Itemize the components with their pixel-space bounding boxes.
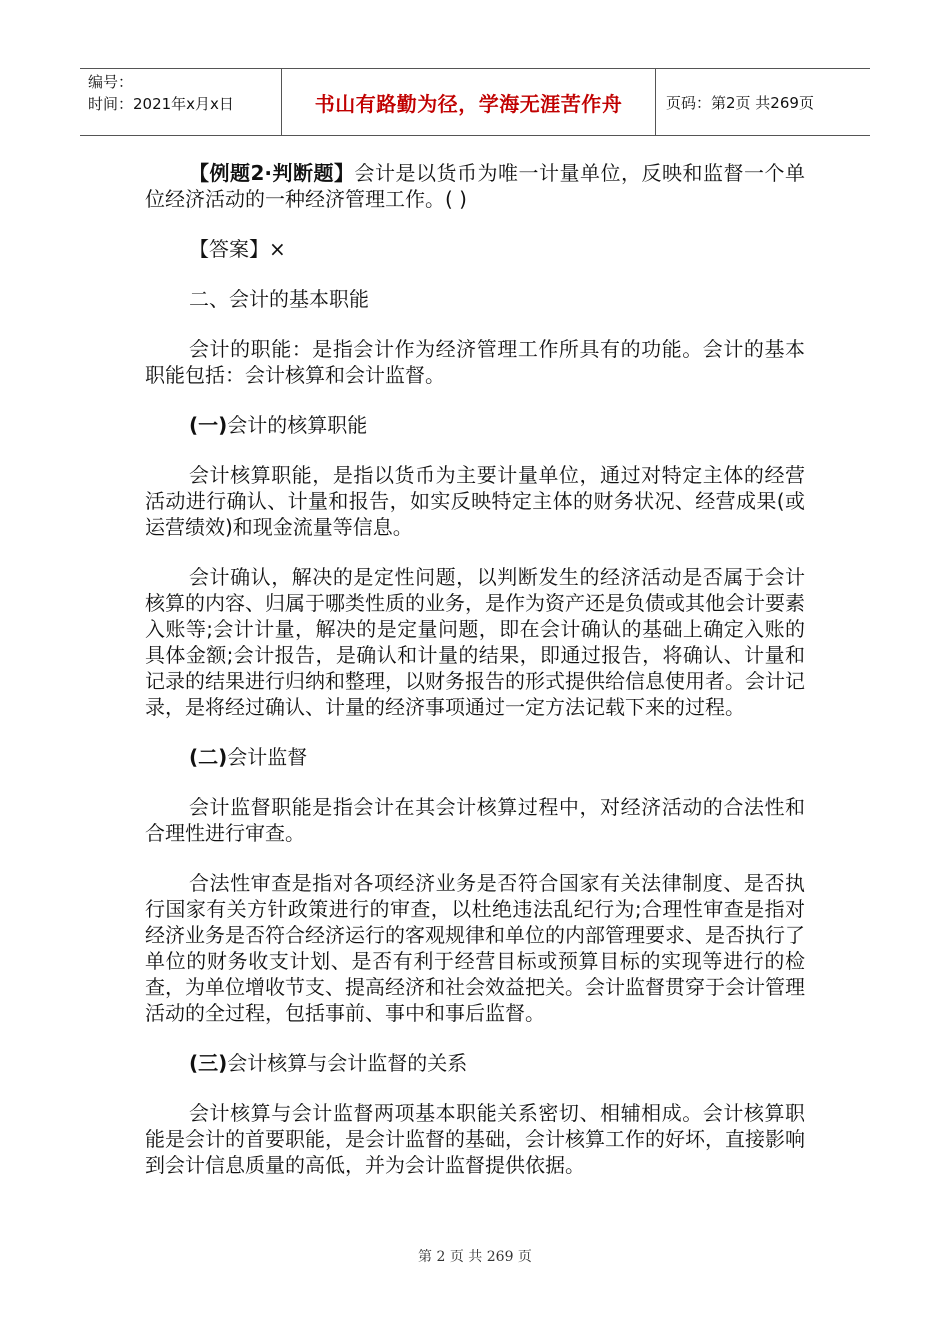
page-footer: 第 2 页 共 269 页 (418, 1249, 532, 1265)
paragraph-function-definition: 会计的职能：是指会计作为经济管理工作所具有的功能。会计的基本职能包括：会计核算和会计监督。 (145, 337, 805, 387)
subheading-supervision (145, 744, 805, 770)
paragraph-relationship: 会计核算与会计监督两项基本职能关系密切、相辅相成。会计核算职能是会计的首要职能，是会计监督的基础，会计核算工作的好坏，直接影响到会计信息质量的高低，并为会计监督提供依据。 (145, 1101, 805, 1177)
example-answer: 【答案】× (189, 237, 286, 261)
document-body (145, 160, 805, 1202)
example-question-lead: 【例题2·判断题】 (189, 161, 355, 185)
subheading-supervision-title: 会计监督 (227, 745, 308, 769)
document-time-label: 时间：2021年x月x日 (88, 95, 234, 113)
example-question-text: 会计是以货币为唯一计量单位，反映和监督一个单位经济活动的一种经济管理工作。( ) (145, 161, 806, 211)
paragraph-recognition-measurement: 会计确认，解决的是定性问题，以判断发生的经济活动是否属于会计核算的内容、归属于哪类性质的业务，是作为资产还是负债或其他会计要素入账等;会计计量，解决的是定量问题，即在会计确认的基础上确定入账的具体金额;会计报告，是确认和计量的结果，即通过报告，将确认、计量和记录的结果进行归纳和整理，以财务报告的形式提供给信息使用者。会计记录，是将经过确认、计量的经济事项通过一定方法记载下来的过程。 (145, 565, 805, 719)
subheading-accounting-function (145, 412, 805, 438)
section-heading-basic-functions: 二、会计的基本职能 (189, 287, 369, 311)
page-header (80, 68, 870, 136)
paragraph-accounting-function: 会计核算职能，是指以货币为主要计量单位，通过对特定主体的经营活动进行确认、计量和报告，如实反映特定主体的财务状况、经营成果(或运营绩效)和现金流量等信息。 (145, 463, 805, 539)
subheading-accounting-function-number: (一) (189, 413, 228, 437)
subheading-supervision-number: (二) (189, 745, 228, 769)
paragraph-legality-review: 合法性审查是指对各项经济业务是否符合国家有关法律制度、是否执行国家有关方针政策进行的审查，以杜绝违法乱纪行为;合理性审查是指对经济业务是否符合经济运行的客观规律和单位的内部管理要求、是否执行了单位的财务收支计划、是否有利于经营目标或预算目标的实现等进行的检查，为单位增收节支、提高经济和社会效益把关。会计监督贯穿于会计管理活动的全过程，包括事前、事中和事后监督。 (145, 871, 805, 1025)
paragraph-supervision-definition: 会计监督职能是指会计在其会计核算过程中，对经济活动的合法性和合理性进行审查。 (145, 795, 805, 845)
subheading-relationship-number: (三) (189, 1051, 228, 1075)
document-number-label: 编号： (88, 73, 134, 91)
header-meta (80, 69, 282, 135)
subheading-accounting-function-title: 会计的核算职能 (227, 413, 368, 437)
header-page-number: 页码：第2页 共269页 (666, 93, 814, 112)
subheading-relationship (145, 1050, 805, 1076)
subheading-relationship-title: 会计核算与会计监督的关系 (227, 1051, 468, 1075)
example-question (145, 160, 805, 212)
header-motto: 书山有路勤为径，学海无涯苦作舟 (282, 69, 656, 135)
